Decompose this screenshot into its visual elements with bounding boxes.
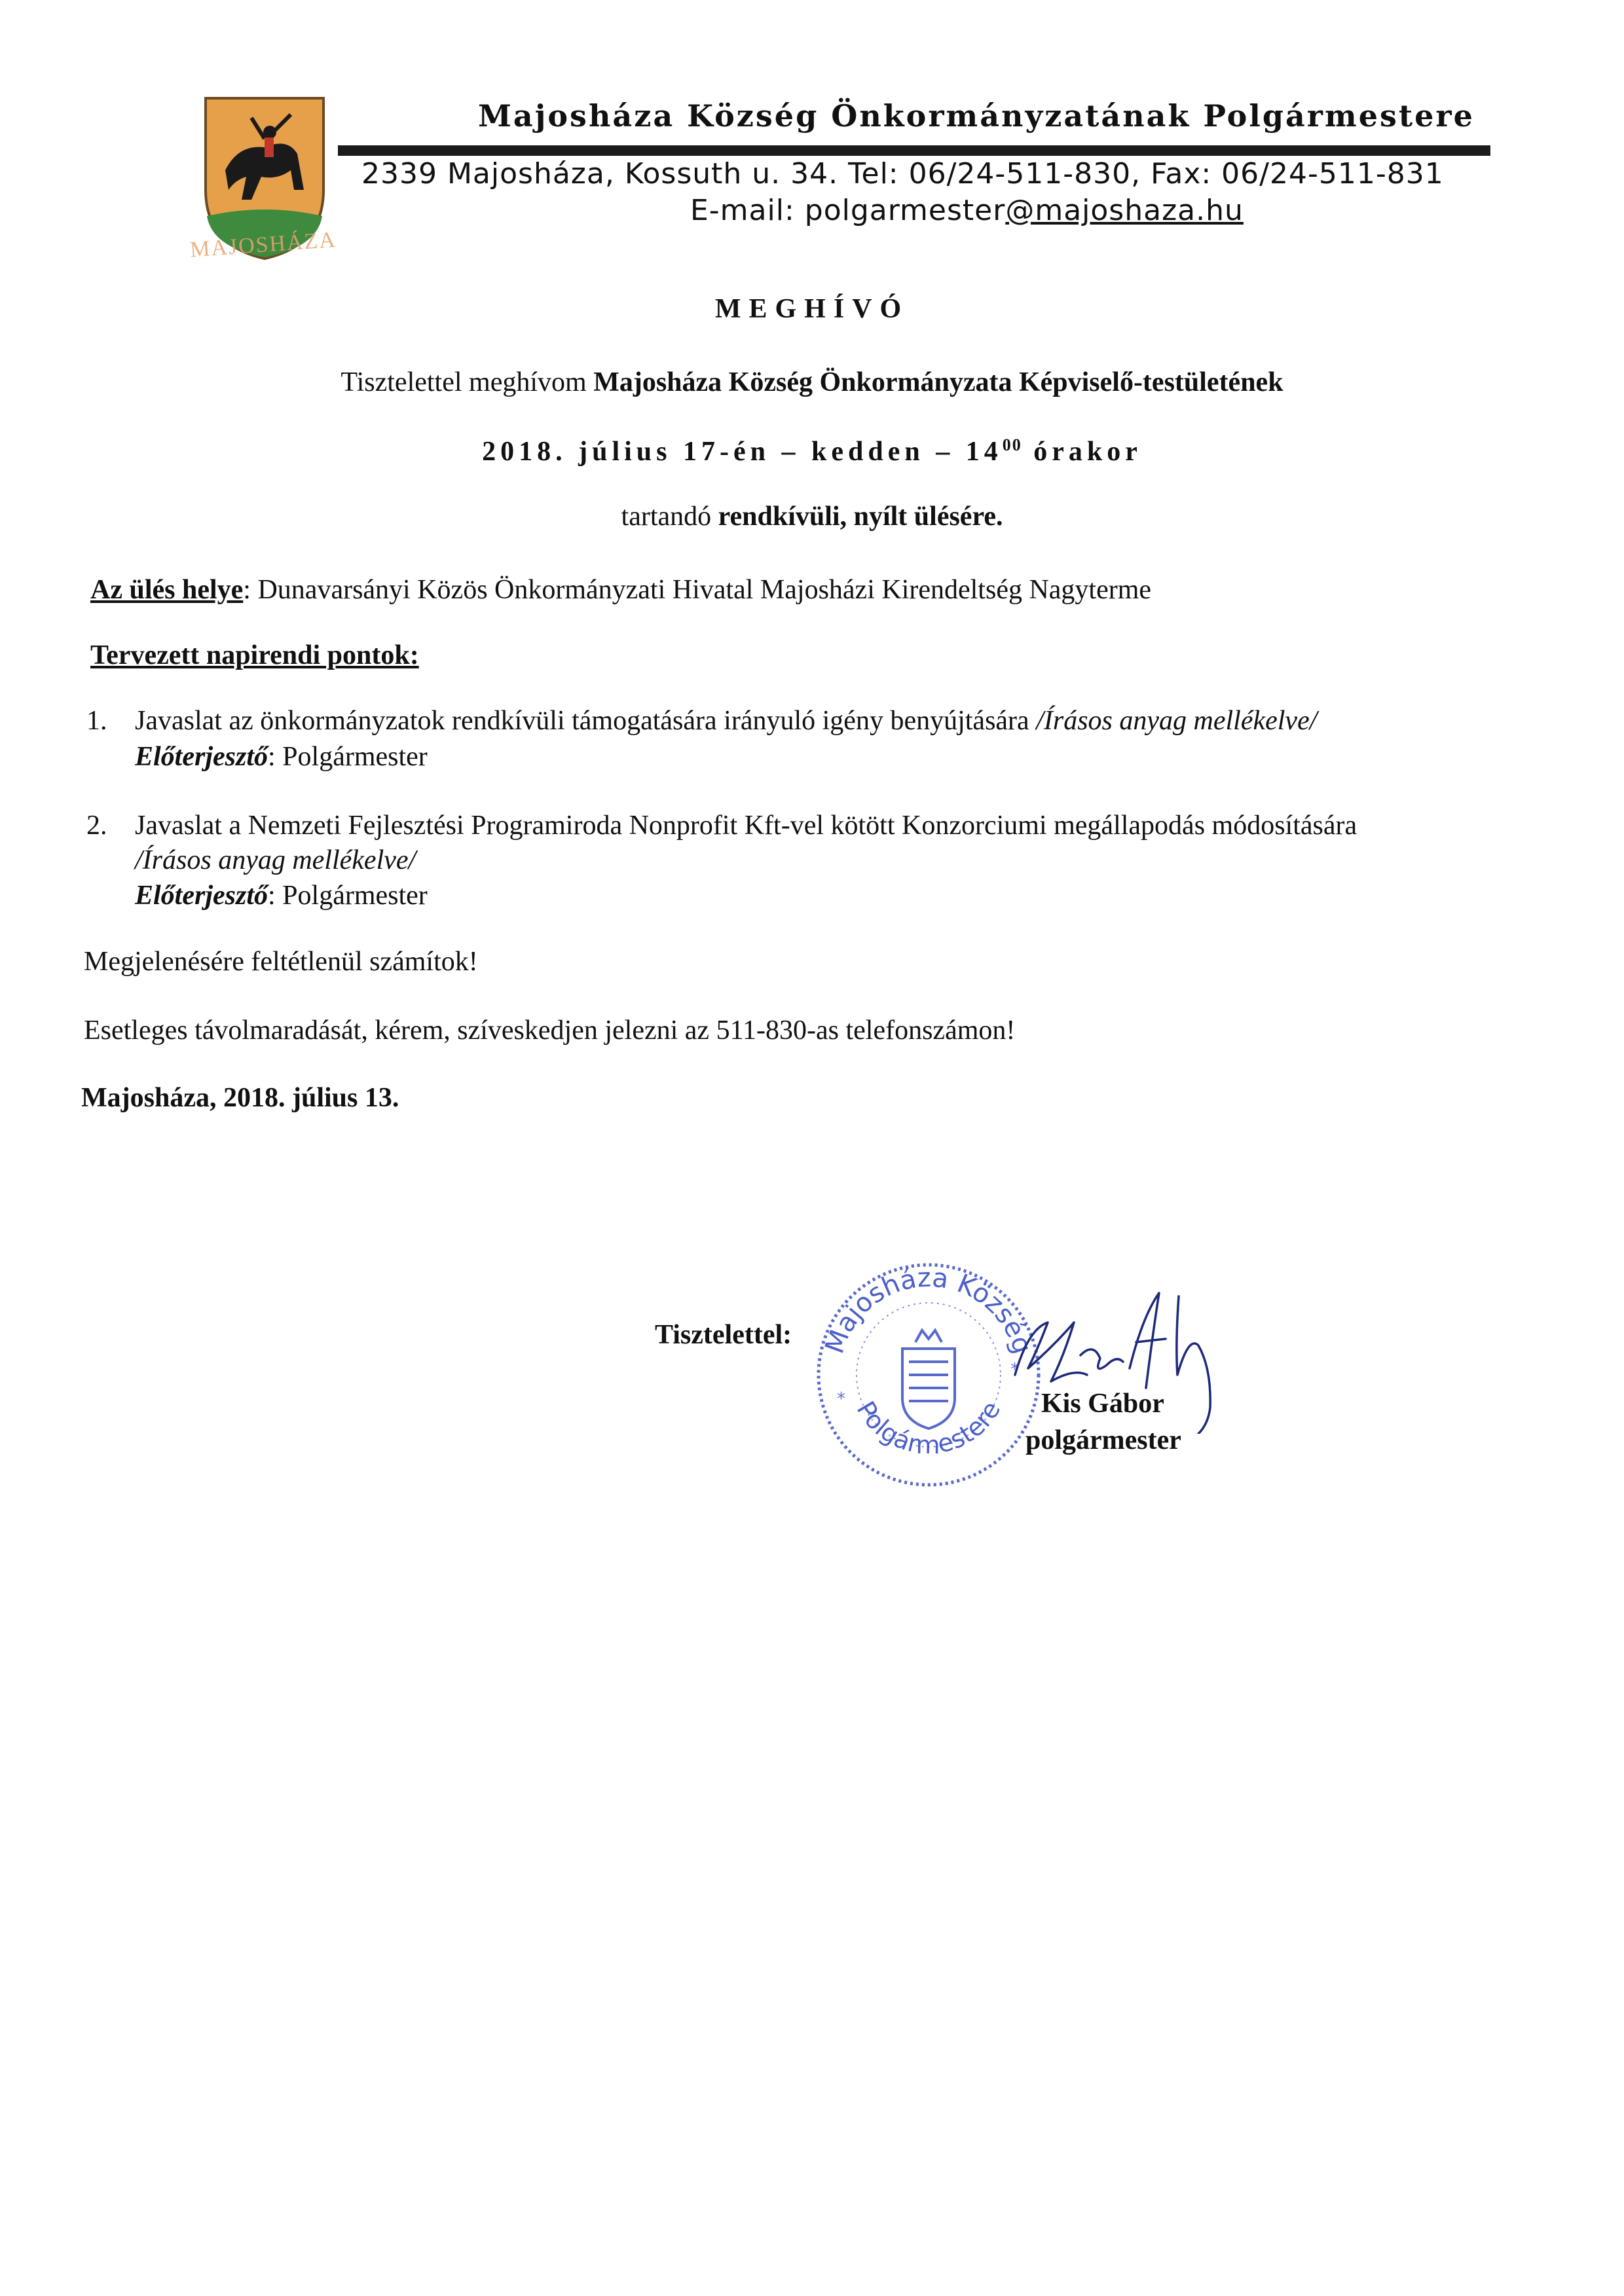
meeting-datetime	[0, 435, 1624, 467]
email-label: E-mail:	[690, 194, 805, 227]
meeting-time-suffix: órakor	[1022, 437, 1142, 467]
email-user: polgarmester	[804, 194, 1006, 227]
crest-label: MAJOSHÁZA	[189, 227, 337, 263]
presenter-value: : Polgármester	[268, 742, 428, 772]
agenda-item-title: Javaslat a Nemzeti Fejlesztési Programiroda Nonprofit Kft-vel kötött Konzorciumi megállapodás módosítására	[135, 811, 1357, 841]
closing-line-absence: Esetleges távolmaradását, kérem, szíveskedjen jelezni az 511-830-as telefonszámon!	[84, 1015, 1016, 1046]
session-type-line	[0, 501, 1624, 532]
invitation-line	[0, 367, 1624, 398]
document-title: MEGHÍVÓ	[714, 294, 910, 324]
venue-line	[90, 574, 1151, 606]
place-and-date: Majosháza, 2018. július 13.	[81, 1083, 399, 1113]
hungarian-coat-of-arms-icon	[902, 1330, 955, 1429]
email-line	[690, 194, 1244, 227]
meeting-minutes: 00	[1002, 435, 1022, 454]
signature-greeting: Tisztelettel:	[655, 1320, 792, 1350]
stamp-text-bottom: Polgármestere	[851, 1396, 1006, 1460]
organization-title: Majosháza Község Önkormányzatának Polgármestere	[478, 98, 1475, 134]
agenda-item-number: 2.	[86, 811, 107, 841]
agenda-item-attachment-note: /Írásos anyag mellékelve/	[135, 845, 416, 875]
agenda-item-title: Javaslat az önkormányzatok rendkívüli támogatására irányuló igény benyújtására	[135, 706, 1037, 736]
meeting-date-text: 2018. július 17-én – kedden – 14	[482, 437, 1003, 467]
address-phone-line: 2339 Majosháza, Kossuth u. 34. Tel: 06/24-511-830, Fax: 06/24-511-831	[361, 157, 1444, 191]
signer-title: polgármester	[1025, 1425, 1181, 1455]
presenter-label: Előterjesztő	[135, 742, 268, 772]
email-domain-link[interactable]: @majoshaza.hu	[1005, 194, 1244, 227]
venue-label: Az ülés helye	[90, 575, 244, 605]
agenda-heading: Tervezett napirendi pontok:	[90, 640, 419, 670]
invitation-prefix: Tisztelettel meghívom	[341, 367, 594, 397]
svg-text:*: *	[1010, 1360, 1019, 1379]
venue-separator: :	[243, 575, 258, 605]
agenda-item-attachment-note: /Írásos anyag mellékelve/	[1036, 706, 1318, 736]
council-name: Majosháza Község Önkormányzata Képviselő-testületének	[593, 367, 1283, 397]
session-type: rendkívüli, nyílt ülésére.	[718, 501, 1003, 532]
signer-name: Kis Gábor	[1041, 1389, 1164, 1419]
agenda-item-text	[135, 705, 1317, 737]
venue-value: Dunavarsányi Közös Önkormányzati Hivatal Majosházi Kirendeltség Nagyterme	[257, 575, 1152, 605]
svg-text:*: *	[837, 1389, 845, 1409]
session-prefix: tartandó	[621, 501, 718, 532]
presenter-label: Előterjesztő	[135, 881, 268, 911]
presenter-value: : Polgármester	[268, 881, 428, 911]
agenda-item-presenter	[135, 741, 428, 773]
letterhead-divider	[338, 145, 1490, 156]
agenda-item-presenter	[135, 880, 428, 911]
closing-line-attendance: Megjelenésére feltétlenül számítok!	[84, 947, 478, 977]
agenda-item-number: 1.	[86, 706, 107, 736]
stamp-text-top: Majosháza Község	[819, 1262, 1038, 1358]
